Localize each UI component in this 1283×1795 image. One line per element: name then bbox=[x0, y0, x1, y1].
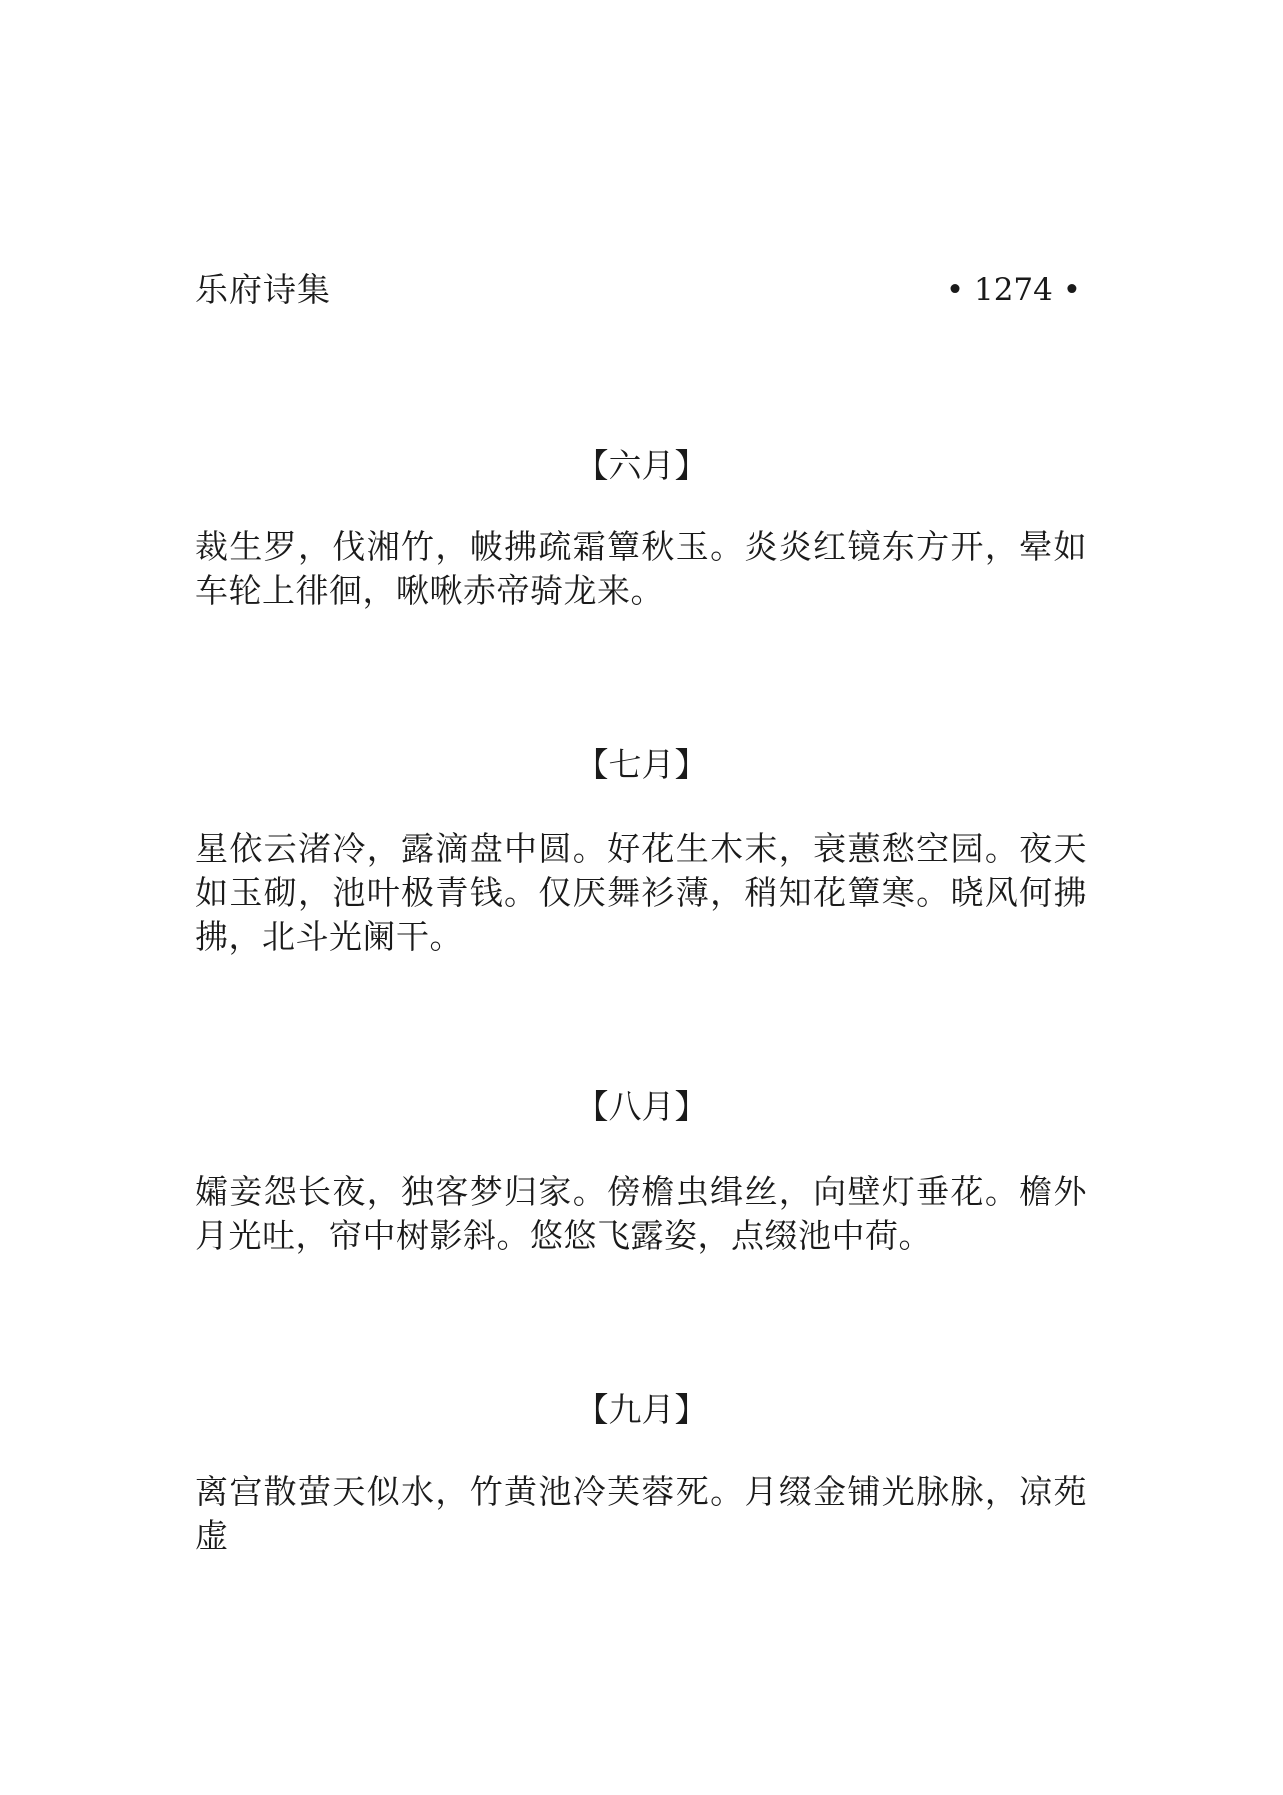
page-header bbox=[195, 268, 1081, 312]
section-heading-june: 【六月】 bbox=[575, 446, 708, 485]
section-body-june: 裁生罗，伐湘竹，帔拂疏霜簟秋玉。炎炎红镜东方开，晕如车轮上徘徊，啾啾赤帝骑龙来。 bbox=[195, 527, 1087, 610]
section-body-july: 星依云渚冷，露滴盘中圆。好花生木末，衰蕙愁空园。夜天如玉砌，池叶极青钱。仅厌舞衫薄，稍知花簟寒。晓风何拂拂，北斗光阑干。 bbox=[195, 829, 1087, 956]
section-heading-july: 【七月】 bbox=[575, 745, 708, 784]
page-number: • 1274 • bbox=[945, 272, 1081, 308]
section-body-september: 离宫散萤天似水，竹黄池冷芙蓉死。月缀金铺光脉脉，凉苑虚 bbox=[195, 1472, 1087, 1555]
section-body-august: 孀妾怨长夜，独客梦归家。傍檐虫缉丝，向壁灯垂花。檐外月光吐，帘中树影斜。悠悠飞露姿，点缀池中荷。 bbox=[195, 1172, 1087, 1255]
section-heading-august: 【八月】 bbox=[575, 1087, 708, 1126]
section-heading-september: 【九月】 bbox=[575, 1390, 708, 1429]
book-title: 乐府诗集 bbox=[195, 270, 331, 309]
